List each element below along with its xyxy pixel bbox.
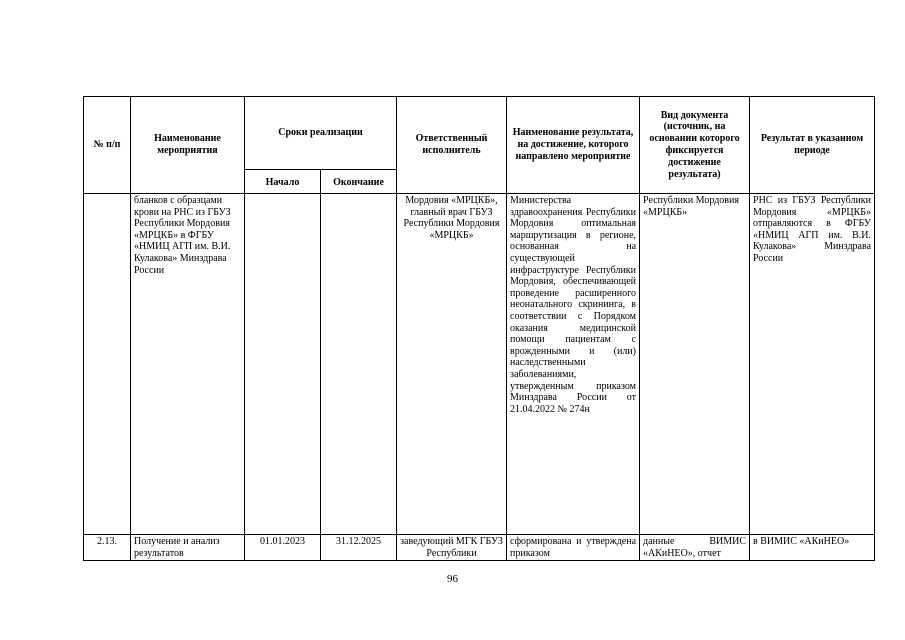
header-result: Результат в указанном периоде (750, 97, 875, 194)
header-num: № п/п (84, 97, 131, 194)
header-start: Начало (245, 170, 321, 194)
cell-responsible: Мордовия «МРЦКБ», главный врач ГБУЗ Республики Мордовия «МРЦКБ» (397, 194, 507, 535)
header-name: Наименование мероприятия (131, 97, 245, 194)
cell-responsible: заведующий МГК ГБУЗ Республики (397, 535, 507, 561)
header-dates: Сроки реализации (245, 97, 397, 170)
cell-num (84, 194, 131, 535)
cell-doc-type: данные ВИМИС «АКиНЕО», отчет (640, 535, 750, 561)
cell-goal: сформирована и утверждена приказом (507, 535, 640, 561)
cell-result: в ВИМИС «АКиНЕО» (750, 535, 875, 561)
activities-table (83, 96, 875, 561)
header-goal: Наименование результата, на достижение, которого направлено мероприятие (507, 97, 640, 194)
table-row (84, 535, 875, 561)
cell-num: 2.13. (84, 535, 131, 561)
header-row (84, 97, 875, 170)
cell-end (321, 194, 397, 535)
header-end: Окончание (321, 170, 397, 194)
cell-doc-type: Республики Мордовия «МРЦКБ» (640, 194, 750, 535)
header-doc-type: Вид документа (источник, на основании которого фиксируется достижение результата) (640, 97, 750, 194)
cell-name: Получение и анализ результатов (131, 535, 245, 561)
cell-start (245, 194, 321, 535)
page-number: 96 (447, 573, 458, 585)
header-responsible: Ответственный исполнитель (397, 97, 507, 194)
cell-goal: Министерства здравоохранения Республики Мордовия оптимальная маршрутизация в регионе, основанная на существующей инфраструктуре Республики Мордовия, обеспечивающей проведение расширенного неонатального скрининга, в соответствии с Порядком оказания медицинской помощи пациентам с врожденными и (или) наследственными заболеваниями, утвержденным приказом Минздрава России от 21.04.2022 № 274н (507, 194, 640, 535)
cell-end: 31.12.2025 (321, 535, 397, 561)
cell-start: 01.01.2023 (245, 535, 321, 561)
table-row (84, 194, 875, 535)
cell-name: бланков с образцами крови на РНС из ГБУЗ Республики Мордовия «МРЦКБ» в ФГБУ «НМИЦ АГП им. В.И. Кулакова» Минздрава России (131, 194, 245, 535)
cell-result: РНС из ГБУЗ Республики Мордовия «МРЦКБ» отправляются в ФГБУ «НМИЦ АГП им. В.И. Кулакова» Минздрава России (750, 194, 875, 535)
